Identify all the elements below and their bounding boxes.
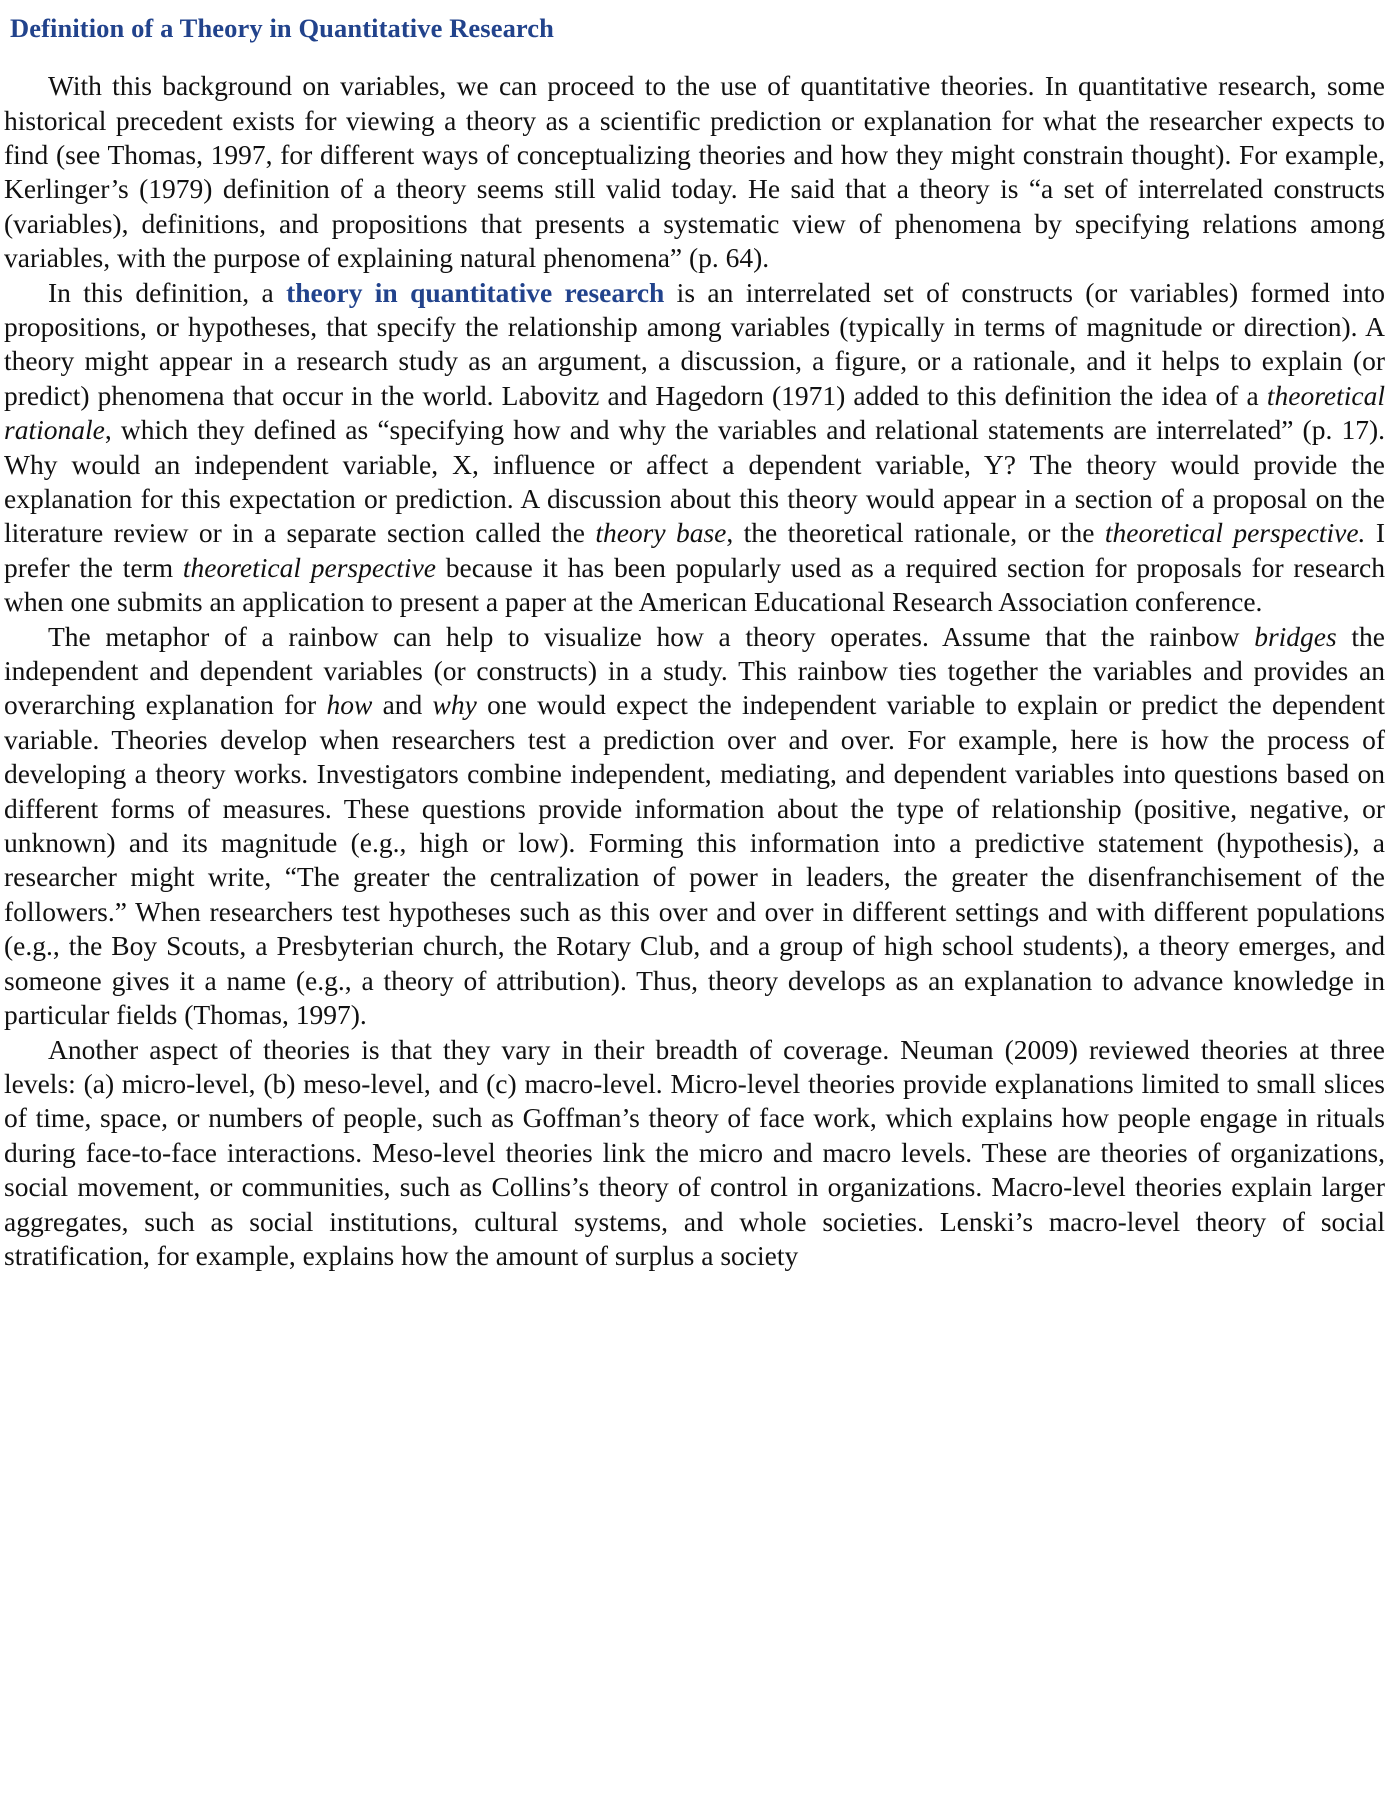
body-text-run: , the theoretical rationale, or the (726, 517, 1105, 549)
paragraph-rainbow-metaphor (4, 620, 1385, 1033)
body-text-run: is an interrelated set of constructs (or variables) formed into propositions, or hypotheses, that specify the relationship among variables (typically in terms of magnitude or direction). A theory might appear in a research study as an argument, a discussion, a figure, or a rationale, and it helps to explain (or predict) phenomena that occur in the world. Labovitz and Hagedorn (1971) added to this definition the idea of a (4, 276, 1386, 411)
body-text-run: With this background on variables, we can proceed to the use of quantitative theories. In quantitative research, some historical precedent exists for viewing a theory as a scientific prediction or explanation for what the researcher expects to find (see Thomas, 1997, for different ways of conceptualizing theories and how they might constrain thought). For example, Kerlinger’s (1979) definition of a theory seems still valid today. He said that a theory is “a set of interrelated constructs (variables), definitions, and propositions that presents a systematic view of phenomena by specifying relations among variables, with the purpose of explaining natural phenomena” (p. 64). (4, 70, 1385, 274)
emphasized-term: theoretical perspective (182, 551, 436, 583)
body-text-run: the independent and dependent variables (or constructs) in a study. This rainbow ties together the variables and provides an overarching explanation for (4, 620, 1385, 721)
body-text-run: one would expect the independent variable to explain or predict the dependent variable. Theories develop when researchers test a prediction over and over. For example, here is how the process of developing a theory works. Investigators combine independent, mediating, and dependent variables into questions based on different forms of measures. These questions provide information about the type of relationship (positive, negative, or unknown) and its magnitude (e.g., high or low). Forming this information into a predictive statement (hypothesis), a researcher might write, “The greater the centralization of power in leaders, the greater the disenfranchisement of the followers.” When researchers test hypotheses such as this over and over in different settings and with different populations (e.g., the Boy Scouts, a Presbyterian church, the Rotary Club, and a group of high school students), a theory emerges, and someone gives it a name (e.g., a theory of attribution). Thus, theory develops as an explanation to advance knowledge in particular fields (Thomas, 1997). (4, 689, 1385, 1031)
body-content (4, 69, 1385, 1273)
body-text-run: In this definition, a (48, 276, 287, 308)
body-text-run: The metaphor of a rainbow can help to visualize how a theory operates. Assume that the rainbow (48, 620, 1255, 652)
body-text-run: , which they defined as “specifying how and why the variables and relational statements are interrelated” (p. 17). Why would an independent variable, X, influence or affect a dependent variable, Y? The theory would provide the explanation for this expectation or prediction. A discussion about this theory would appear in a section of a proposal on the literature review or in a separate section called the (4, 414, 1385, 549)
key-term-highlight: theory in quantitative research (286, 276, 665, 308)
page-title: Definition of a Theory in Quantitative Research (10, 13, 555, 43)
paragraph-definition (4, 276, 1385, 620)
paragraph-background-variables (4, 69, 1385, 275)
emphasized-term: why (432, 689, 477, 721)
body-text-run: and (372, 689, 433, 721)
body-text-run: Another aspect of theories is that they vary in their breadth of coverage. Neuman (2009) reviewed theories at three levels: (a) micro-level, (b) meso-level, and (c) macro-level. Micro-level theories provide explanations limited to small slices of time, space, or numbers of people, such as Goffman’s theory of face work, which explains how people engage in rituals during face-to-face interactions. Meso-level theories link the micro and macro levels. These are theories of organizations, social movement, or communities, such as Collins’s theory of control in organizations. Macro-level theories explain larger aggregates, such as social institutions, cultural systems, and whole societies. Lenski’s macro-level theory of social stratification, for example, explains how the amount of surplus a society (4, 1033, 1385, 1271)
body-text-run: I prefer the term (4, 517, 1385, 583)
emphasized-term: bridges (1254, 620, 1337, 652)
emphasized-term: theory base (595, 517, 727, 549)
body-text-run: because it has been popularly used as a required section for proposals for research when one submits an application to present a paper at the American Educational Research Association conference. (4, 551, 1386, 618)
paragraph-breadth-of-coverage (4, 1033, 1385, 1274)
emphasized-term: theoretical perspective. (1104, 517, 1366, 549)
emphasized-term: how (326, 689, 373, 721)
emphasized-term: theoretical rationale (4, 379, 1385, 446)
